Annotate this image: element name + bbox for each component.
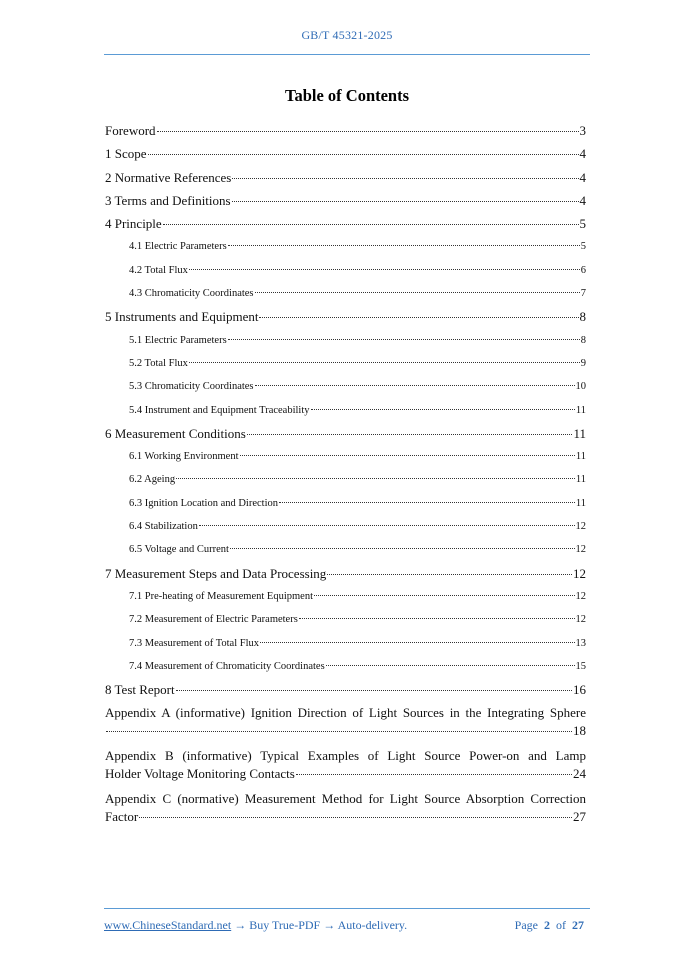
toc-entry-measurement-steps[interactable]: 7 Measurement Steps and Data Processing 12 [105,565,586,581]
toc-entry-scope[interactable]: 1 Scope 4 [105,146,586,162]
toc-entry-6-5[interactable]: 6.5 Voltage and Current 12 [129,544,586,556]
toc-entry-5-4[interactable]: 5.4 Instrument and Equipment Traceability 11 [129,404,586,416]
toc-entry-4-2[interactable]: 4.2 Total Flux 6 [129,264,586,276]
toc-entry-7-1[interactable]: 7.1 Pre-heating of Measurement Equipment 12 [129,590,586,602]
toc-entry-appendix-c[interactable]: Appendix C (normative) Measurement Method for Light Source Absorption Correction Factor 27 [105,791,586,825]
footer-divider [104,908,590,909]
toc-entry-7-3[interactable]: 7.3 Measurement of Total Flux 13 [129,637,586,649]
standard-number: GB/T 45321-2025 [301,28,393,42]
toc-entry-6-3[interactable]: 6.3 Ignition Location and Direction 11 [129,497,586,509]
toc-entry-5-2[interactable]: 5.2 Total Flux 9 [129,357,586,369]
toc-entry-appendix-b[interactable]: Appendix B (informative) Typical Examples of Light Source Power-on and Lamp Holder Voltage Monitoring Contacts 24 [105,748,586,782]
arrow-right-icon: → [234,918,247,932]
total-pages: 27 [572,918,584,932]
toc-entry-terms-definitions[interactable]: 3 Terms and Definitions 4 [105,192,586,208]
toc-entry-6-1[interactable]: 6.1 Working Environment 11 [129,451,586,463]
toc-entry-4-3[interactable]: 4.3 Chromaticity Coordinates 7 [129,288,586,300]
table-of-contents [105,119,586,833]
page-indicator: Page 2 of 27 [514,918,584,932]
toc-entry-foreword[interactable]: Foreword 3 [105,123,586,138]
toc-entry-appendix-a[interactable]: Appendix A (informative) Ignition Direction of Light Sources in the Integrating Sphere 18 [105,705,586,739]
toc-entry-4-1[interactable]: 4.1 Electric Parameters 5 [129,241,586,253]
toc-entry-6-4[interactable]: 6.4 Stabilization 12 [129,521,586,533]
toc-entry-test-report[interactable]: 8 Test Report 16 [105,682,586,698]
document-footer [104,918,590,933]
toc-entry-5-1[interactable]: 5.1 Electric Parameters 8 [129,334,586,346]
auto-delivery-text: Auto-delivery. [337,918,408,932]
toc-entry-5-3[interactable]: 5.3 Chromaticity Coordinates 10 [129,381,586,393]
toc-entry-7-4[interactable]: 7.4 Measurement of Chromaticity Coordinates 15 [129,660,586,672]
toc-entry-measurement-conditions[interactable]: 6 Measurement Conditions 11 [105,425,586,441]
document-header [104,28,590,43]
toc-title: Table of Contents [284,86,410,105]
header-divider [104,54,590,55]
toc-entry-instruments-equipment[interactable]: 5 Instruments and Equipment 8 [105,309,586,325]
toc-entry-6-2[interactable]: 6.2 Ageing 11 [129,474,586,486]
toc-entry-7-2[interactable]: 7.2 Measurement of Electric Parameters 12 [129,614,586,626]
toc-entry-principle[interactable]: 4 Principle 5 [105,216,586,232]
website-link[interactable]: www.ChineseStandard.net [104,918,232,932]
arrow-right-icon: → [323,918,336,932]
toc-entry-normative-references[interactable]: 2 Normative References 4 [105,169,586,185]
buy-true-pdf-link[interactable]: Buy True-PDF [249,918,321,932]
current-page: 2 [544,918,550,932]
